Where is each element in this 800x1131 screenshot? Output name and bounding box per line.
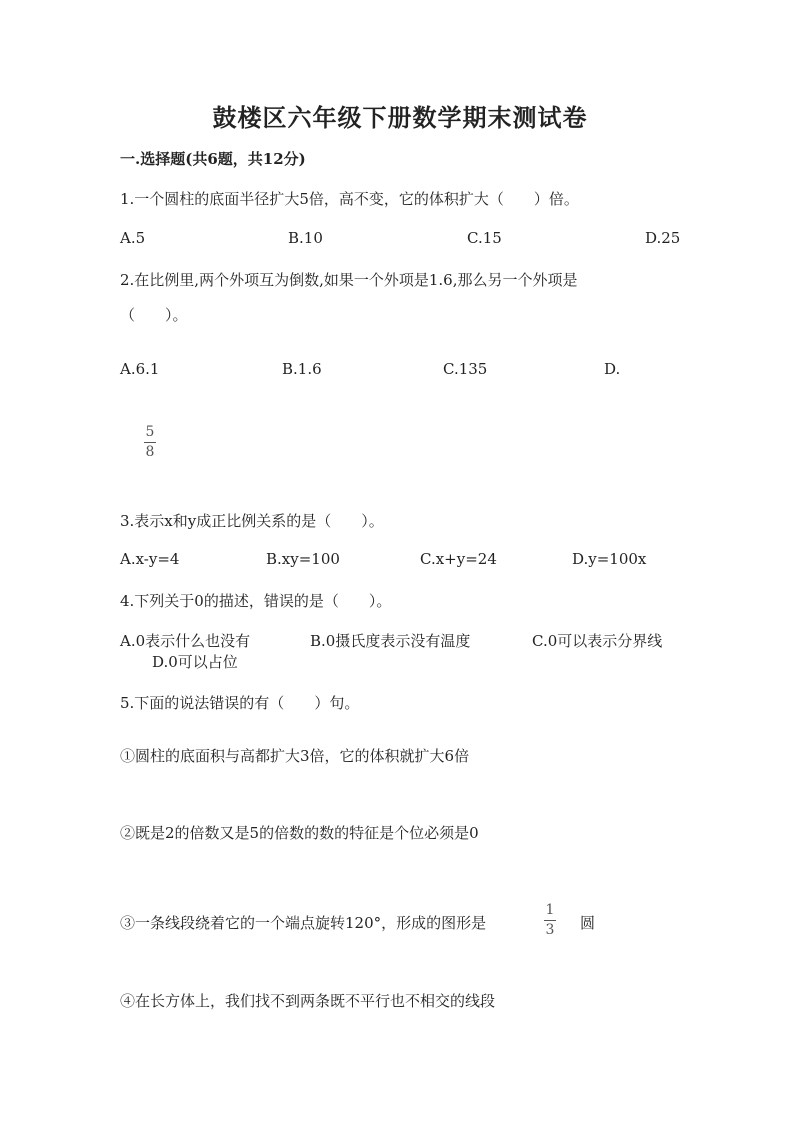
question-5-statement-2: ②既是2的倍数又是5的倍数的数的特征是个位必须是0 — [120, 824, 479, 842]
question-5-statement-3-suffix: 圆 — [580, 914, 596, 932]
question-5-statement-3: ③一条线段绕着它的一个端点旋转120°，形成的图形是 — [120, 914, 487, 932]
question-2-option-d: D. — [604, 360, 621, 378]
question-2-fraction — [144, 425, 156, 459]
question-3-text: 3.表示x和y成正比例关系的是（ ）。 — [120, 512, 384, 530]
fraction-numerator: 5 — [145, 424, 155, 440]
page-title: 鼓楼区六年级下册数学期末测试卷 — [212, 103, 588, 132]
question-2-option-c: C.135 — [443, 360, 488, 378]
question-5-text: 5.下面的说法错误的有（ ）句。 — [120, 694, 360, 712]
question-4-option-d: D.0可以占位 — [152, 653, 238, 671]
question-2-option-b: B.1.6 — [282, 360, 322, 378]
question-4-option-a: A.0表示什么也没有 — [120, 632, 251, 650]
question-5-fraction — [544, 903, 556, 937]
fraction-denominator: 8 — [145, 443, 155, 460]
question-3-option-d: D.y=100x — [572, 550, 647, 568]
question-3-option-b: B.xy=100 — [266, 550, 340, 568]
question-3-option-a: A.x-y=4 — [120, 550, 180, 568]
question-1-option-c: C.15 — [467, 229, 502, 247]
question-5-statement-1: ①圆柱的底面积与高都扩大3倍，它的体积就扩大6倍 — [120, 747, 470, 765]
question-4-option-b: B.0摄氏度表示没有温度 — [310, 632, 471, 650]
fraction-numerator: 1 — [545, 902, 555, 918]
question-5-statement-4: ④在长方体上，我们找不到两条既不平行也不相交的线段 — [120, 992, 496, 1010]
fraction-denominator: 3 — [545, 921, 555, 938]
question-3-option-c: C.x+y=24 — [420, 550, 497, 568]
fraction-bar — [544, 920, 556, 921]
question-4-option-c: C.0可以表示分界线 — [532, 632, 663, 650]
question-1-text: 1.一个圆柱的底面半径扩大5倍，高不变，它的体积扩大（ ）倍。 — [120, 190, 579, 208]
question-2-text-line2: （ ）。 — [120, 306, 188, 324]
fraction-bar — [144, 442, 156, 443]
question-2-text-line1: 2.在比例里,两个外项互为倒数,如果一个外项是1.6,那么另一个外项是 — [120, 271, 578, 289]
question-2-option-a: A.6.1 — [120, 360, 160, 378]
question-1-option-a: A.5 — [120, 229, 146, 247]
question-1-option-d: D.25 — [645, 229, 681, 247]
question-4-text: 4.下列关于0的描述，错误的是（ ）。 — [120, 592, 392, 610]
question-1-option-b: B.10 — [288, 229, 323, 247]
section-heading: 一.选择题(共6题，共12分) — [120, 150, 306, 168]
